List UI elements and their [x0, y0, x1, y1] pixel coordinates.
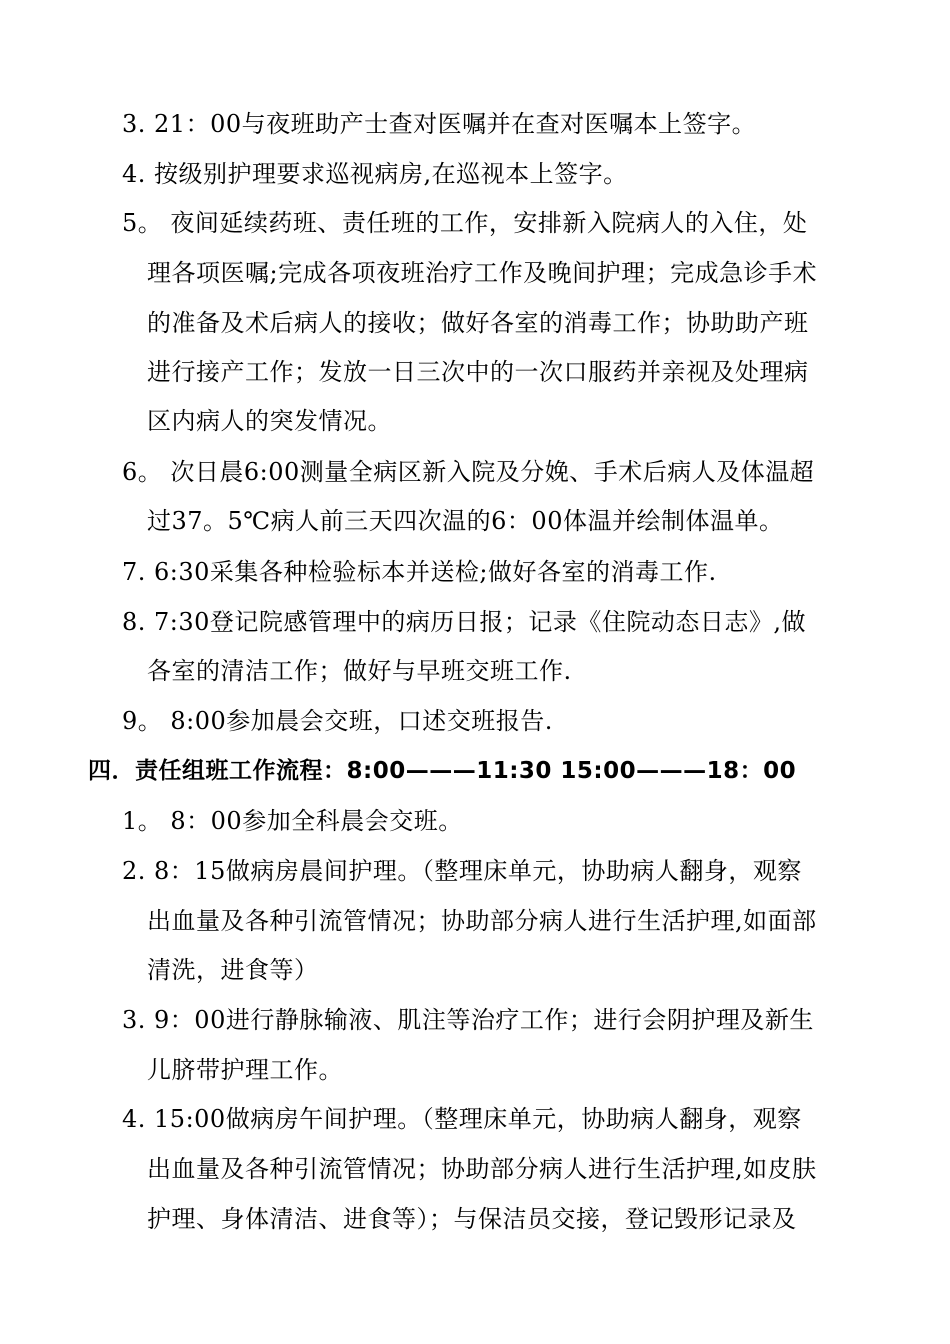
- section-4-item-2-line-3: 清洗，进食等）: [147, 956, 319, 984]
- section-4-item-4-line-3: 护理、身体清洁、进食等）；与保洁员交接，登记毁形记录及: [147, 1205, 797, 1233]
- item-6-line-1: 6。 次日晨6:00测量全病区新入院及分娩、手术后病人及体温超: [122, 458, 815, 486]
- section-4-item-4-line-2: 出血量及各种引流管情况；协助部分病人进行生活护理,如皮肤: [147, 1155, 817, 1183]
- section-4-item-1: 1。 8：00参加全科晨会交班。: [122, 807, 463, 835]
- section-4-item-2-line-1: 2. 8：15做病房晨间护理。（整理床单元，协助病人翻身，观察: [122, 857, 802, 885]
- item-5-line-3: 的准备及术后病人的接收；做好各室的消毒工作；协助助产班: [147, 309, 809, 337]
- item-6-line-2: 过37。5℃病人前三天四次温的6：00体温并绘制体温单。: [147, 507, 784, 535]
- item-8-line-2: 各室的清洁工作；做好与早班交班工作.: [147, 657, 572, 685]
- item-5-line-4: 进行接产工作；发放一日三次中的一次口服药并亲视及处理病: [147, 358, 809, 386]
- item-5-line-1: 5。 夜间延续药班、责任班的工作，安排新入院病人的入住，处: [122, 209, 808, 237]
- item-5-line-2: 理各项医嘱;完成各项夜班治疗工作及晚间护理；完成急诊手术: [147, 259, 818, 287]
- item-3-line-1: 3. 21：00与夜班助产士查对医嘱并在查对医嘱本上签字。: [122, 110, 757, 138]
- item-4-line-1: 4. 按级别护理要求巡视病房,在巡视本上签字。: [122, 160, 628, 188]
- item-5-line-5: 区内病人的突发情况。: [147, 407, 392, 435]
- item-7-line-1: 7. 6:30采集各种检验标本并送检;做好各室的消毒工作.: [122, 558, 717, 586]
- item-9-line-1: 9。 8:00参加晨会交班，口述交班报告.: [122, 707, 553, 735]
- section-4-item-2-line-2: 出血量及各种引流管情况；协助部分病人进行生活护理,如面部: [147, 907, 817, 935]
- section-4-item-4-line-1: 4. 15:00做病房午间护理。（整理床单元，协助病人翻身，观察: [122, 1105, 802, 1133]
- section-4-heading: 四．责任组班工作流程：8:00———11:30 15:00———18：00: [88, 758, 797, 784]
- section-4-item-3-line-1: 3. 9：00进行静脉输液、肌注等治疗工作；进行会阴护理及新生: [122, 1006, 814, 1034]
- item-8-line-1: 8. 7:30登记院感管理中的病历日报；记录《住院动态日志》,做: [122, 608, 807, 636]
- section-4-item-3-line-2: 儿脐带护理工作。: [147, 1056, 343, 1084]
